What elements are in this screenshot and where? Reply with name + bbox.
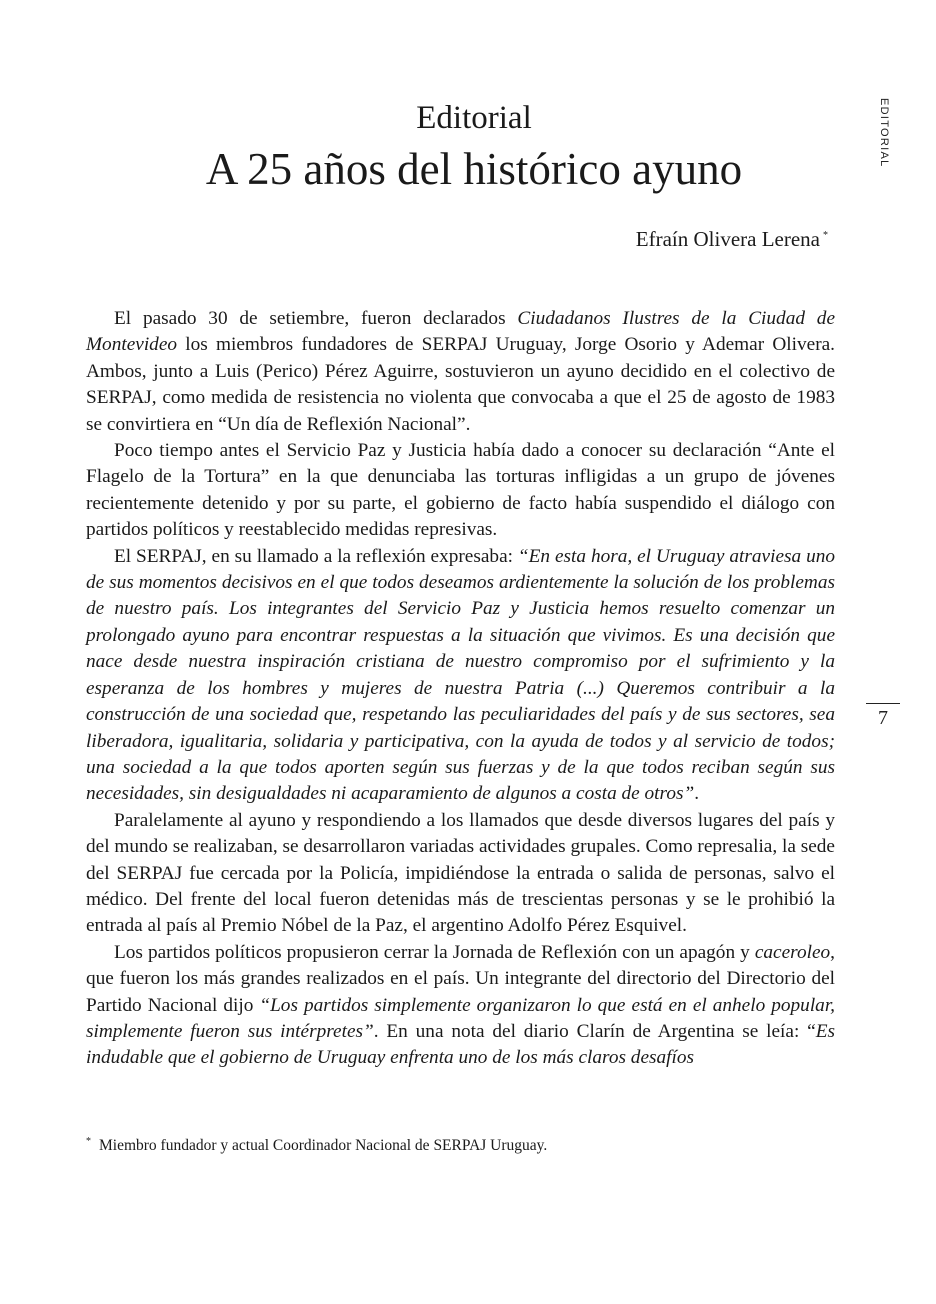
text-run: . [694, 783, 700, 805]
running-head: EDITORIAL [878, 98, 890, 168]
paragraph-3 [86, 544, 835, 808]
text-run: los miembros fundadores de SERPAJ Uruguay, Jorge Osorio y Ademar Olivera. Ambos, junto a Luis (Perico) Pérez Aguirre, sostuvieron un ayuno decidido en el colectivo de SERPAJ, como medida de resistencia no violenta que convocaba a que el 25 de agosto de 1983 se convirtiera en “Un día de Reflexión Nacional”. [86, 334, 835, 435]
italic-text-run: “En esta hora, el Uruguay atraviesa uno de sus momentos decisivos en el que todos deseamos ardientemente la solución de los problemas de nuestro país. Los integrantes del Servicio Paz y Justicia hemos resuelto comenzar un prolongado ayuno para encontrar respuestas a la situación que vivimos. Es una decisión que nace desde nuestra inspiración cristiana de nuestro compromiso por el sufrimiento y la esperanza de los hombres y mujeres de nuestra Patria (...) Queremos contribuir a la construcción de una sociedad que, respetando las peculiaridades del país y de sus sectores, sea liberadora, igualitaria, solidaria y participativa, con la ayuda de todos y al servicio de todos; una sociedad a la que todos aporten según sus fuerzas y de la que todos reciban según sus necesidades, sin desigualdades ni acaparamiento de algunos a costa de otros” [86, 545, 835, 805]
italic-text-run: Es indudable que el gobierno de Uruguay enfrenta uno de los más claros desafíos [86, 1020, 835, 1069]
italic-text-run: Ciudadanos Ilustres de la Ciudad de Montevideo [86, 308, 835, 356]
article-body [86, 306, 835, 1072]
footnote [86, 1136, 836, 1155]
page-number: 7 [878, 707, 888, 729]
text-run: El pasado 30 de setiembre, fueron declarados [114, 308, 518, 329]
text-run: Paralelamente al ayuno y respondiendo a los llamados que desde diversos lugares del país y del mundo se realizaban, se desarrollaron variadas actividades grupales. Como represalia, la sede del SERPAJ fue cercada por la Policía, impidiéndose la entrada o salida de personas, salvo el médico. Del frente del local fueron detenidas más de trescientas personas y se le prohibió la entrada al país al Premio Nóbel de la Paz, el argentino Adolfo Pérez Esquivel. [86, 809, 835, 937]
text-run: . En una nota del diario Clarín de Argentina se leía: “ [373, 1020, 816, 1042]
paragraph-4 [86, 808, 835, 940]
author-line [636, 227, 828, 252]
paragraph-2 [86, 438, 835, 544]
footnote-text: Miembro fundador y actual Coordinador Nacional de SERPAJ Uruguay. [99, 1137, 548, 1155]
text-run: Los partidos políticos propusieron cerrar la Jornada de Reflexión con un apagón y [114, 941, 755, 963]
section-label: Editorial [416, 100, 532, 136]
author-footnote-mark: * [823, 230, 828, 241]
author-name: Efraín Olivera Lerena [635, 227, 820, 251]
italic-text-run: “Los partidos simplemente organizaron lo que está en el anhelo popular, simplemente fueron sus intérpretes” [86, 994, 835, 1042]
text-run: El SERPAJ, en su llamado a la reflexión expresaba: [114, 545, 518, 567]
text-run: , que fueron los más grandes realizados en el país. Un integrante del directorio del Directorio del Partido Nacional dijo [86, 941, 835, 1016]
paragraph-5 [86, 940, 835, 1072]
paragraph-1 [86, 306, 835, 438]
italic-text-run: caceroleo [754, 941, 831, 963]
footnote-mark: * [86, 1136, 91, 1147]
text-run: Poco tiempo antes el Servicio Paz y Justicia había dado a conocer su declaración “Ante el Flagelo de la Tortura” en la que denunciaba las torturas infligidas a un grupo de jóvenes recientemente detenido y por su parte, el gobierno de facto había suspendido el diálogo con partidos políticos y reestablecido medidas represivas. [86, 440, 835, 541]
page-number-rule [866, 703, 900, 704]
article-title: A 25 años del histórico ayuno [205, 144, 743, 194]
